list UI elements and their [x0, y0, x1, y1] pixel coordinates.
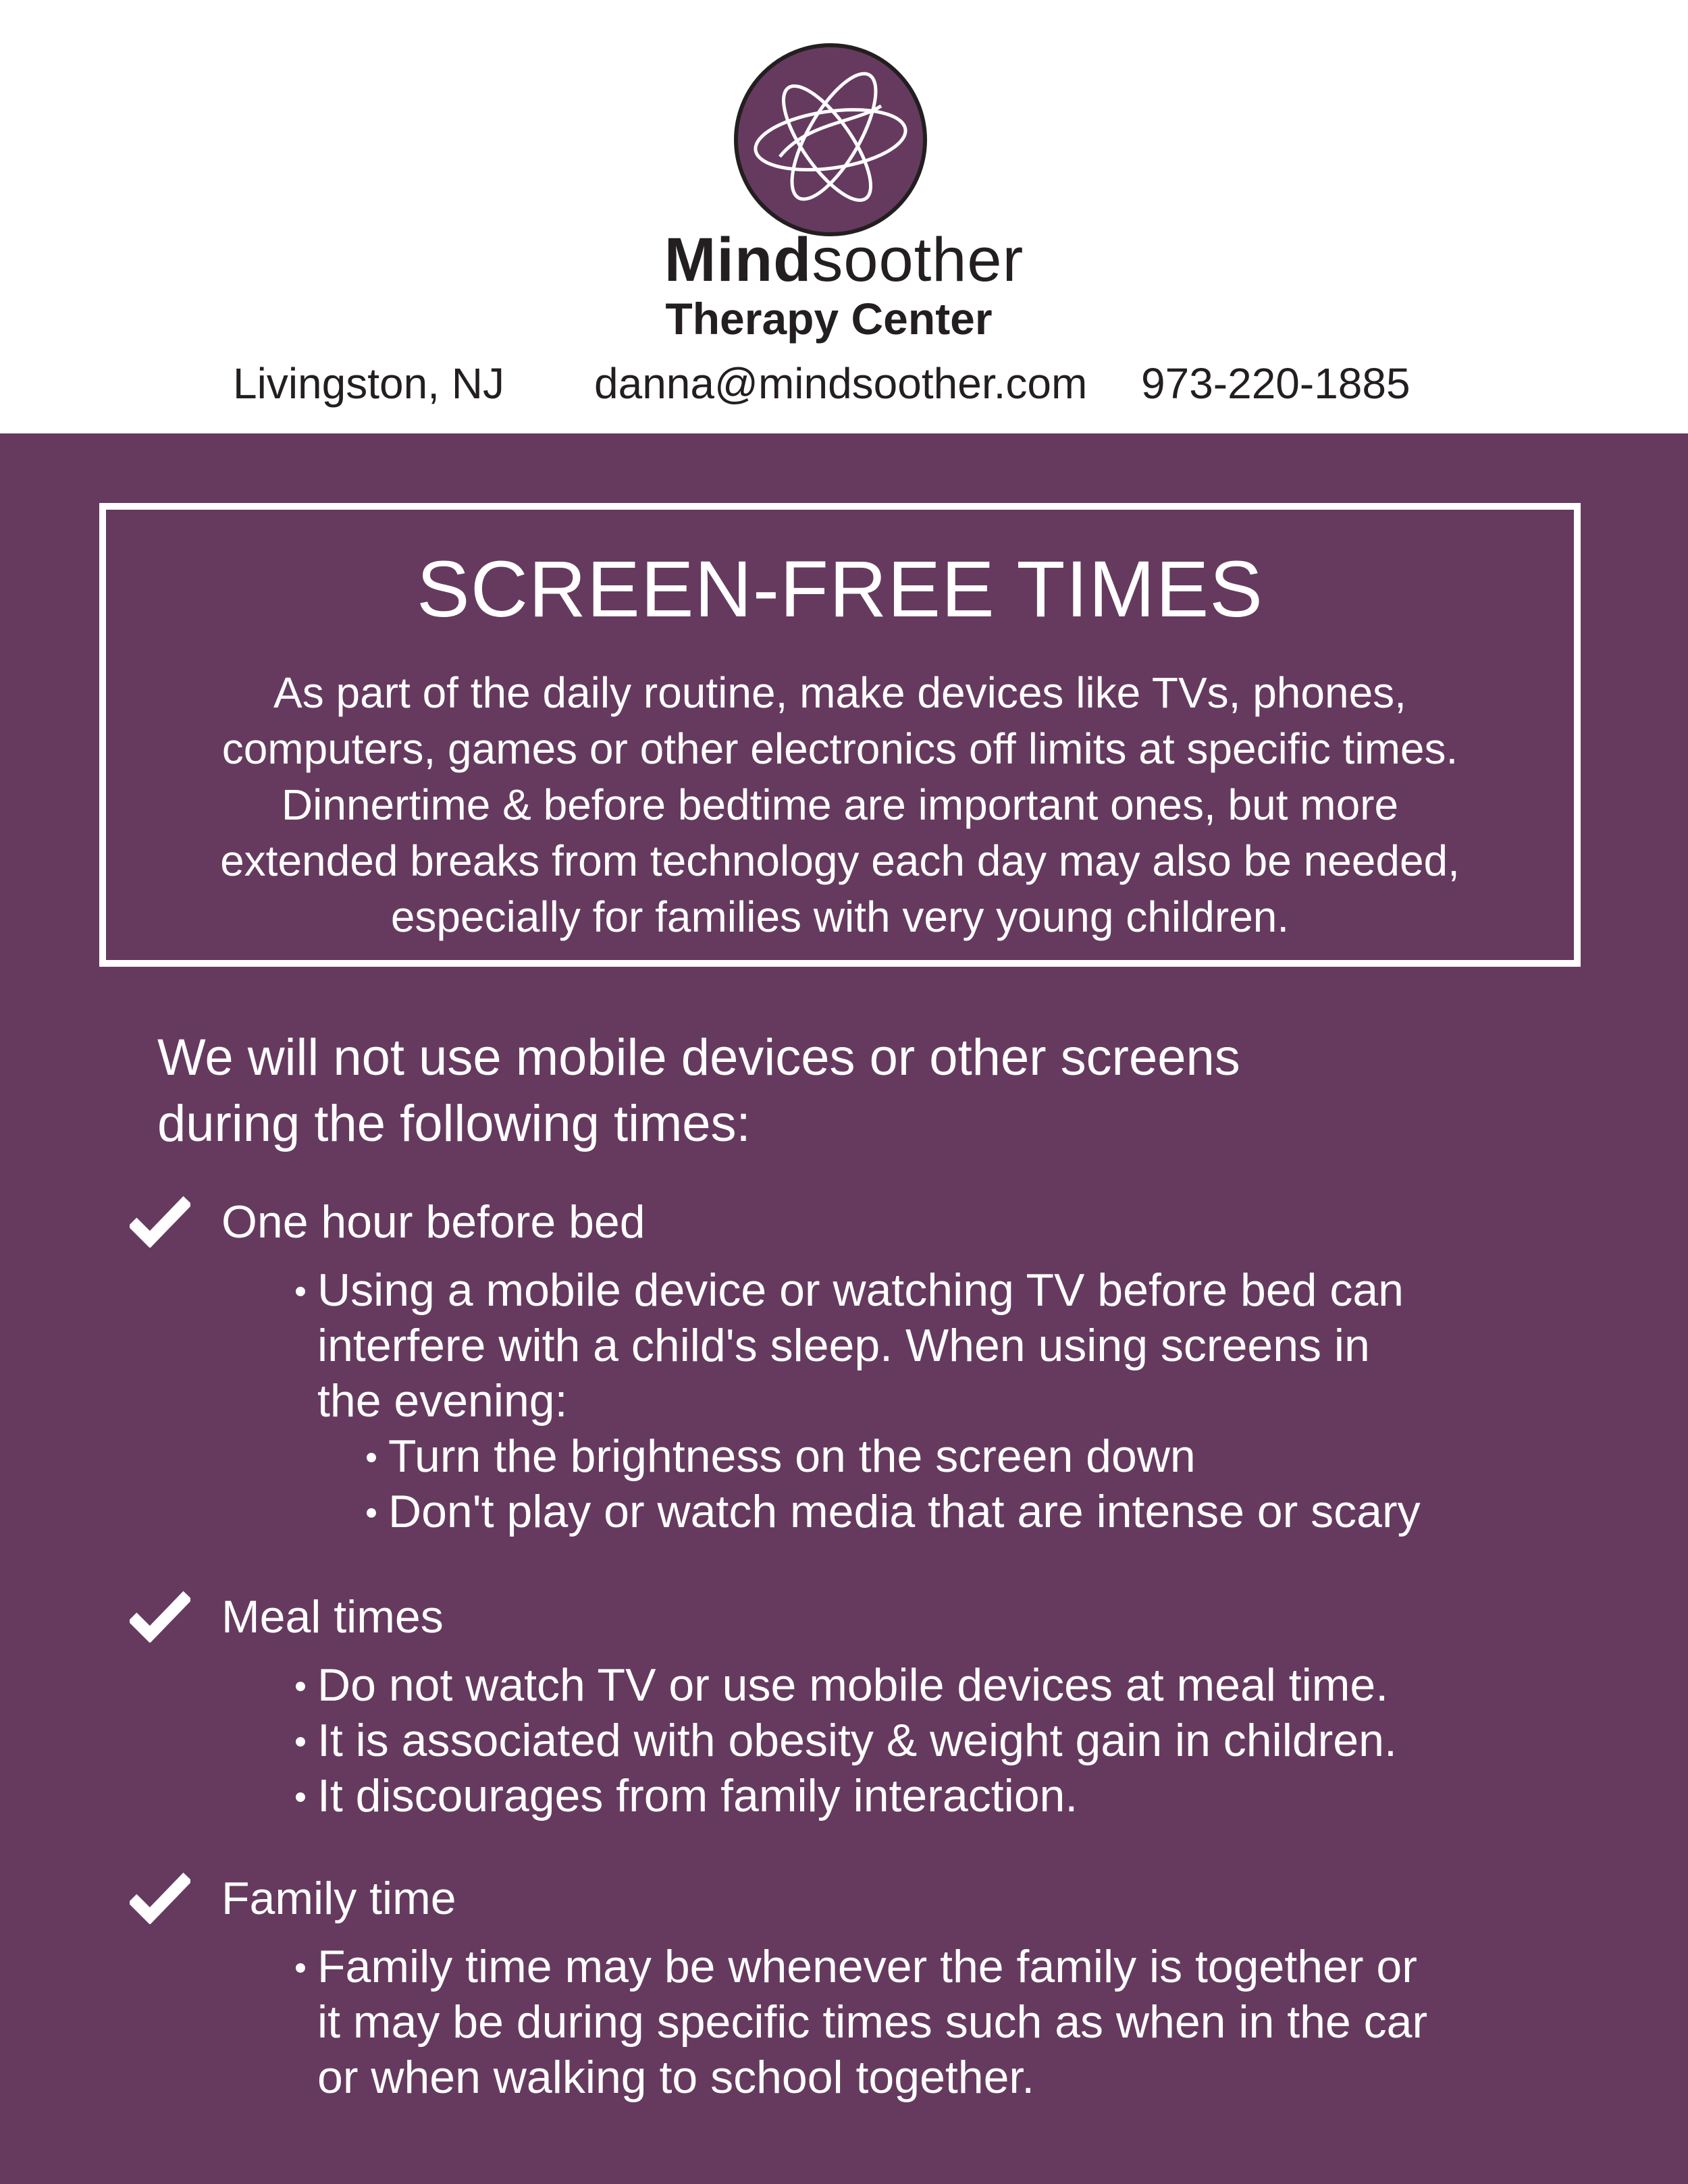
intro-paragraph	[133, 665, 1547, 945]
intro-box	[99, 503, 1581, 967]
intro-line: especially for families with very young children.	[390, 893, 1290, 941]
bullet-line: the evening:	[317, 1375, 568, 1427]
list-item: Turn the brightness on the screen down	[361, 1429, 1421, 1484]
lead-line: during the following times:	[157, 1095, 751, 1152]
location-text: Livingston, NJ	[233, 359, 504, 408]
brand-name-bold: Mind	[664, 225, 812, 294]
bullet-line: Family time may be whenever the family is together or	[317, 1941, 1417, 1992]
bullet-line: it may be during specific times such as when in the car	[317, 1996, 1428, 2048]
bullet-line: It is associated with obesity & weight gain in children.	[317, 1715, 1397, 1766]
bullet-line: interfere with a child's sleep. When using screens in	[317, 1320, 1370, 1371]
brand-name	[0, 223, 1688, 297]
bullet-list	[290, 1939, 1427, 2105]
sub-bullet-list	[361, 1429, 1421, 1539]
bullet-line: Do not watch TV or use mobile devices at meal time.	[317, 1659, 1389, 1711]
list-item	[290, 1262, 1421, 1429]
list-item: Don't play or watch media that are intense or scary	[361, 1484, 1421, 1539]
brand-subtitle: Therapy Center	[665, 294, 993, 344]
intro-line: computers, games or other electronics off limits at specific times.	[221, 724, 1458, 773]
bullet-line: It discourages from family interaction.	[317, 1770, 1078, 1821]
list-item	[290, 1939, 1427, 2105]
phone-text: 973-220-1885	[1141, 359, 1410, 408]
list-item	[290, 1768, 1397, 1823]
lead-line: We will not use mobile devices or other screens	[157, 1029, 1240, 1086]
brand-name-light: soother	[812, 225, 1024, 294]
header	[0, 0, 1688, 433]
lead-statement	[157, 1025, 1240, 1157]
bullet-line: or when walking to school together.	[317, 2052, 1035, 2103]
bullet-list	[290, 1262, 1421, 1539]
page-title: SCREEN-FREE TIMES	[417, 545, 1263, 634]
bullet-line: Using a mobile device or watching TV before bed can	[317, 1264, 1404, 1316]
list-item	[290, 1657, 1397, 1713]
atom-swirl-logo-icon	[733, 42, 928, 238]
list-item	[290, 1713, 1397, 1768]
checkmark-icon	[130, 1871, 190, 1924]
intro-line: extended breaks from technology each day may also be needed,	[220, 836, 1460, 885]
intro-line: As part of the daily routine, make devices like TVs, phones,	[273, 668, 1406, 717]
email-text: danna@mindsoother.com	[594, 359, 1088, 408]
section-title: Meal times	[221, 1591, 444, 1643]
intro-line: Dinnertime & before bedtime are important ones, but more	[281, 780, 1399, 829]
section-title: Family time	[221, 1873, 456, 1924]
bullet-list	[290, 1657, 1397, 1823]
section-title: One hour before bed	[221, 1196, 645, 1248]
checkmark-icon	[130, 1195, 190, 1248]
checkmark-icon	[130, 1590, 190, 1643]
